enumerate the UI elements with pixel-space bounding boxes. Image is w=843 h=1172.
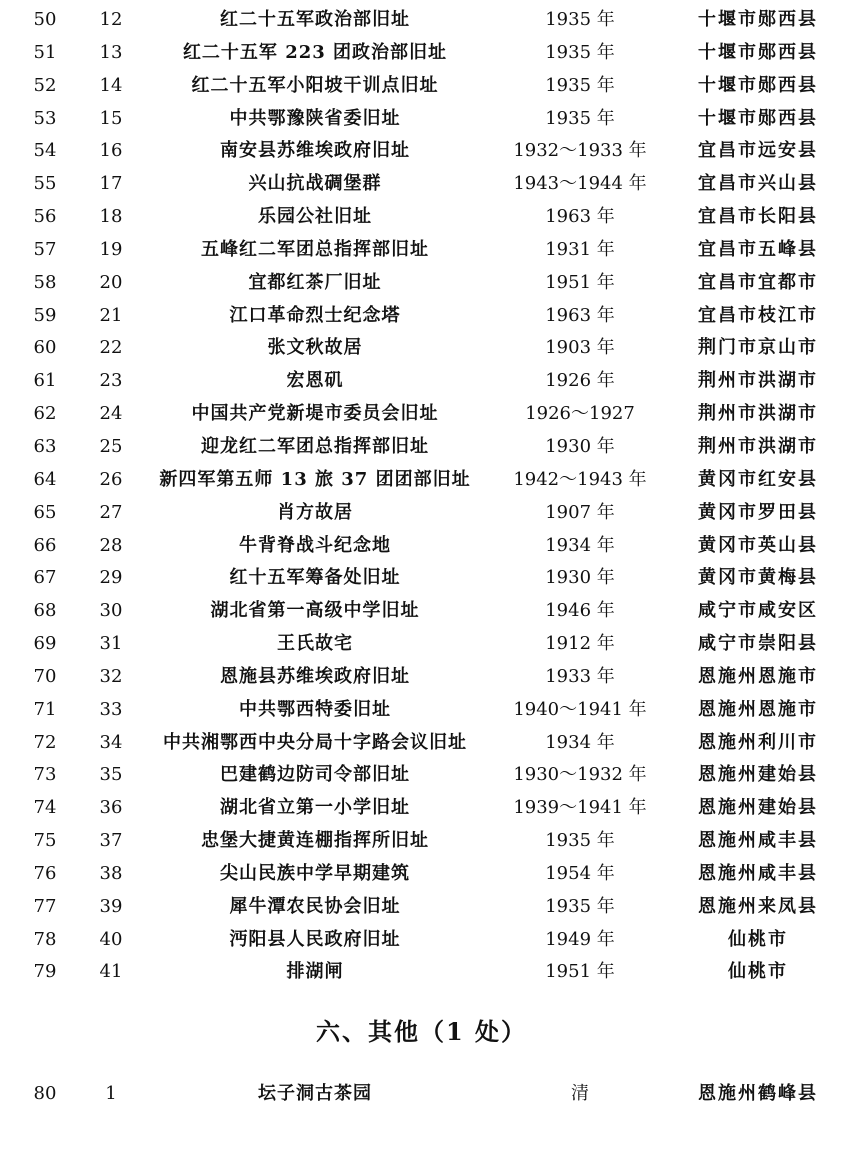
- table-row: [0, 431, 843, 464]
- table-row: [0, 595, 843, 628]
- site-name: 湖北省第一高级中学旧址: [210, 600, 420, 622]
- table-row: [0, 956, 843, 989]
- site-name: 红十五军筹备处旧址: [229, 567, 401, 589]
- site-year: 1933 年: [545, 665, 615, 687]
- site-year: 1940～1941 年: [513, 698, 647, 720]
- site-location: 宜昌市兴山县: [698, 173, 818, 195]
- site-year: 1930 年: [545, 435, 615, 457]
- site-name: 迎龙红二军团总指挥部旧址: [201, 435, 429, 457]
- site-year: 1930 年: [545, 567, 615, 589]
- site-name: 乐园公社旧址: [258, 206, 372, 228]
- table-row: [0, 497, 843, 530]
- category-number: 17: [99, 173, 123, 195]
- site-name: 巴建鹤边防司令部旧址: [220, 764, 410, 786]
- site-name: 排湖闸: [286, 961, 344, 983]
- row-number: 61: [33, 370, 57, 392]
- site-year: 1935 年: [545, 74, 615, 96]
- site-location: 恩施州建始县: [698, 797, 818, 819]
- site-year: 1963 年: [545, 304, 615, 326]
- row-number: 66: [33, 534, 57, 556]
- row-number: 50: [33, 9, 57, 30]
- site-year: 1943～1944 年: [513, 173, 647, 195]
- category-number: 41: [99, 961, 123, 983]
- row-number: 54: [33, 140, 57, 162]
- site-name: 中共湘鄂西中央分局十字路会议旧址: [163, 731, 467, 753]
- table-row: [0, 332, 843, 365]
- other-list-table: [0, 1078, 843, 1111]
- site-name: 南安县苏维埃政府旧址: [220, 140, 410, 162]
- category-number: 22: [99, 337, 123, 359]
- category-number: 25: [99, 435, 123, 457]
- site-name: 江口革命烈士纪念塔: [229, 304, 401, 326]
- site-year: 1935 年: [545, 41, 615, 63]
- site-location: 十堰市郧西县: [698, 74, 818, 96]
- category-number: 15: [99, 107, 123, 129]
- row-number: 78: [33, 928, 57, 950]
- category-number: 23: [99, 370, 123, 392]
- site-location: 荆门市京山市: [698, 337, 818, 359]
- table-row: [0, 858, 843, 891]
- site-location: 宜昌市远安县: [698, 140, 818, 162]
- row-number: 76: [33, 862, 57, 884]
- site-name: 五峰红二军团总指挥部旧址: [201, 238, 429, 260]
- site-location: 宜昌市五峰县: [698, 238, 818, 260]
- site-name: 红二十五军 223 团政治部旧址: [182, 41, 448, 63]
- site-location: 恩施州恩施市: [698, 665, 818, 687]
- category-number: 36: [99, 797, 123, 819]
- table-row: [0, 792, 843, 825]
- site-location: 恩施州鹤峰县: [698, 1083, 818, 1104]
- table-row: [0, 135, 843, 168]
- row-number: 51: [33, 41, 57, 63]
- table-row: [0, 891, 843, 924]
- table-row: [0, 562, 843, 595]
- site-year: 1935 年: [545, 9, 615, 30]
- site-location: 宜昌市宜都市: [698, 271, 818, 293]
- site-location: 宜昌市长阳县: [698, 206, 818, 228]
- category-number: 12: [99, 9, 123, 30]
- site-year: 1935 年: [545, 830, 615, 852]
- site-name: 坛子洞古茶园: [258, 1083, 372, 1104]
- site-name: 中共鄂豫陕省委旧址: [229, 107, 401, 129]
- site-year: 1949 年: [545, 928, 615, 950]
- row-number: 56: [33, 206, 57, 228]
- table-row: [0, 530, 843, 563]
- category-number: 13: [99, 41, 123, 63]
- site-year: 1935 年: [545, 895, 615, 917]
- site-name: 红二十五军小阳坡干训点旧址: [191, 74, 439, 96]
- site-year: 1939～1941 年: [513, 797, 647, 819]
- site-location: 荆州市洪湖市: [698, 435, 818, 457]
- site-location: 恩施州建始县: [698, 764, 818, 786]
- site-year: 1934 年: [545, 731, 615, 753]
- site-year: 1934 年: [545, 534, 615, 556]
- row-number: 74: [33, 797, 57, 819]
- table-row: [0, 70, 843, 103]
- site-year: 1932～1933 年: [513, 140, 647, 162]
- table-row: [0, 759, 843, 792]
- site-year: 清: [571, 1083, 589, 1104]
- site-location: 恩施州利川市: [698, 731, 818, 753]
- category-number: 20: [99, 271, 123, 293]
- site-year: 1912 年: [545, 633, 615, 655]
- row-number: 58: [33, 271, 57, 293]
- row-number: 65: [33, 501, 57, 523]
- table-row: [0, 628, 843, 661]
- site-name: 王氏故宅: [277, 633, 353, 655]
- table-row: [0, 201, 843, 234]
- site-year: 1935 年: [545, 107, 615, 129]
- category-number: 29: [99, 567, 123, 589]
- category-number: 37: [99, 830, 123, 852]
- site-location: 十堰市郧西县: [698, 41, 818, 63]
- row-number: 72: [33, 731, 57, 753]
- category-number: 1: [105, 1083, 117, 1104]
- site-location: 黄冈市罗田县: [698, 501, 818, 523]
- site-location: 恩施州咸丰县: [698, 862, 818, 884]
- site-year: 1946 年: [545, 600, 615, 622]
- row-number: 68: [33, 600, 57, 622]
- row-number: 69: [33, 633, 57, 655]
- site-year: 1954 年: [545, 862, 615, 884]
- table-row: [0, 825, 843, 858]
- heritage-list-table: [0, 4, 843, 989]
- category-number: 28: [99, 534, 123, 556]
- category-number: 26: [99, 468, 123, 490]
- site-year: 1926～1927: [525, 403, 635, 425]
- category-number: 34: [99, 731, 123, 753]
- table-row: [0, 694, 843, 727]
- site-location: 荆州市洪湖市: [698, 403, 818, 425]
- site-name: 中国共产党新堤市委员会旧址: [191, 403, 439, 425]
- row-number: 71: [33, 698, 57, 720]
- site-location: 恩施州来凤县: [698, 895, 818, 917]
- row-number: 60: [33, 337, 57, 359]
- table-row: [0, 267, 843, 300]
- site-name: 中共鄂西特委旧址: [239, 698, 391, 720]
- site-year: 1931 年: [545, 238, 615, 260]
- site-location: 仙桃市: [728, 961, 788, 983]
- site-location: 荆州市洪湖市: [698, 370, 818, 392]
- category-number: 39: [99, 895, 123, 917]
- category-number: 27: [99, 501, 123, 523]
- table-row: [0, 365, 843, 398]
- row-number: 62: [33, 403, 57, 425]
- row-number: 63: [33, 435, 57, 457]
- site-location: 仙桃市: [728, 928, 788, 950]
- site-name: 牛背脊战斗纪念地: [239, 534, 391, 556]
- row-number: 73: [33, 764, 57, 786]
- row-number: 67: [33, 567, 57, 589]
- site-location: 宜昌市枝江市: [698, 304, 818, 326]
- category-number: 30: [99, 600, 123, 622]
- table-row: [0, 727, 843, 760]
- site-name: 尖山民族中学早期建筑: [220, 862, 410, 884]
- category-number: 14: [99, 74, 123, 96]
- site-location: 十堰市郧西县: [698, 9, 818, 30]
- site-year: 1963 年: [545, 206, 615, 228]
- site-name: 恩施县苏维埃政府旧址: [220, 665, 410, 687]
- site-year: 1930～1932 年: [513, 764, 647, 786]
- row-number: 57: [33, 238, 57, 260]
- site-name: 宜都红茶厂旧址: [248, 271, 382, 293]
- site-name: 肖方故居: [277, 501, 353, 523]
- site-location: 咸宁市咸安区: [698, 600, 818, 622]
- category-number: 31: [99, 633, 123, 655]
- row-number: 80: [33, 1083, 57, 1104]
- table-row: [0, 1078, 843, 1111]
- site-location: 十堰市郧西县: [698, 107, 818, 129]
- site-year: 1907 年: [545, 501, 615, 523]
- site-year: 1951 年: [545, 271, 615, 293]
- site-name: 犀牛潭农民协会旧址: [229, 895, 401, 917]
- category-number: 24: [99, 403, 123, 425]
- site-location: 恩施州恩施市: [698, 698, 818, 720]
- table-row: [0, 398, 843, 431]
- site-name: 沔阳县人民政府旧址: [229, 928, 401, 950]
- table-row: [0, 103, 843, 136]
- site-year: 1942～1943 年: [513, 468, 647, 490]
- row-number: 79: [33, 961, 57, 983]
- site-year: 1903 年: [545, 337, 615, 359]
- table-row: [0, 168, 843, 201]
- site-location: 黄冈市黄梅县: [698, 567, 818, 589]
- row-number: 75: [33, 830, 57, 852]
- category-number: 35: [99, 764, 123, 786]
- site-name: 张文秋故居: [267, 337, 363, 359]
- site-name: 红二十五军政治部旧址: [220, 9, 410, 30]
- site-location: 咸宁市崇阳县: [698, 633, 818, 655]
- table-row: [0, 464, 843, 497]
- site-year: 1926 年: [545, 370, 615, 392]
- table-row: [0, 37, 843, 70]
- site-location: 恩施州咸丰县: [698, 830, 818, 852]
- category-number: 19: [99, 238, 123, 260]
- row-number: 64: [33, 468, 57, 490]
- site-name: 忠堡大捷黄连棚指挥所旧址: [201, 830, 429, 852]
- row-number: 70: [33, 665, 57, 687]
- table-row: [0, 661, 843, 694]
- site-year: 1951 年: [545, 961, 615, 983]
- section-title: 六、其他（1 处）: [315, 1017, 528, 1046]
- table-row: [0, 4, 843, 37]
- category-number: 38: [99, 862, 123, 884]
- site-name: 兴山抗战碉堡群: [248, 173, 382, 195]
- category-number: 16: [99, 140, 123, 162]
- row-number: 55: [33, 173, 57, 195]
- site-name: 湖北省立第一小学旧址: [220, 797, 410, 819]
- category-number: 32: [99, 665, 123, 687]
- site-name: 宏恩矶: [286, 370, 344, 392]
- category-number: 21: [99, 304, 123, 326]
- table-row: [0, 924, 843, 957]
- site-location: 黄冈市英山县: [698, 534, 818, 556]
- table-row: [0, 300, 843, 333]
- category-number: 18: [99, 206, 123, 228]
- row-number: 77: [33, 895, 57, 917]
- category-number: 33: [99, 698, 123, 720]
- site-location: 黄冈市红安县: [698, 468, 818, 490]
- category-number: 40: [99, 928, 123, 950]
- row-number: 59: [33, 304, 57, 326]
- table-row: [0, 234, 843, 267]
- row-number: 53: [33, 107, 57, 129]
- site-name: 新四军第五师 13 旅 37 团团部旧址: [159, 468, 471, 490]
- row-number: 52: [33, 74, 57, 96]
